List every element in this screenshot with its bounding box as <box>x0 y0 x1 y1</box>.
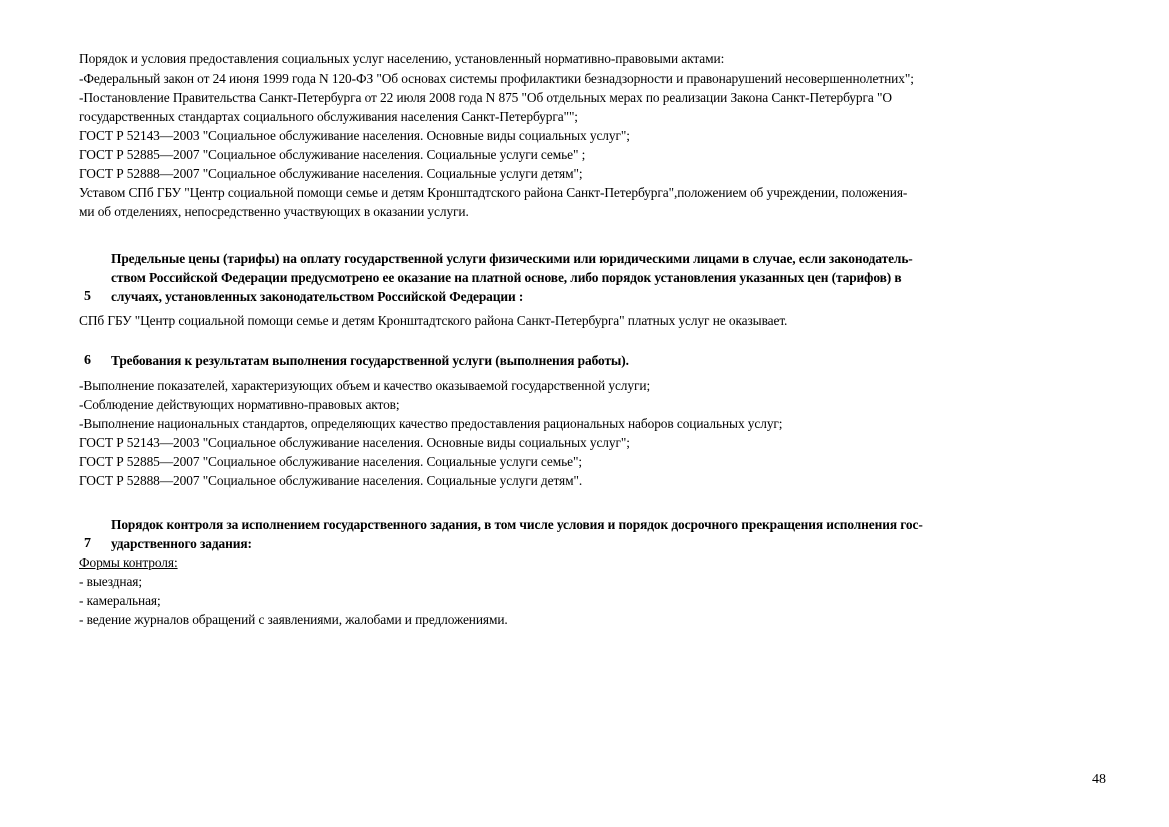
forms-of-control-label: Формы контроля: <box>79 555 178 570</box>
section-7-number: 7 <box>84 536 91 551</box>
section-6-line: ГОСТ Р 52885—2007 "Социальное обслуживание населения. Социальные услуги семье"; <box>79 454 582 469</box>
intro-line: Порядок и условия предоставления социальных услуг населению, установленный нормативно-правовыми актами: <box>79 51 725 66</box>
section-5-heading-line: ством Российской Федерации предусмотрено ее оказание на платной основе, либо порядок установления указанных цен (тарифов) в <box>111 270 902 285</box>
intro-line: государственных стандартах социального обслуживания населения Санкт-Петербурга""; <box>79 109 578 124</box>
intro-line: ГОСТ Р 52885—2007 "Социальное обслуживание населения. Социальные услуги семье" ; <box>79 147 586 162</box>
section-6-heading: Требования к результатам выполнения государственной услуги (выполнения работы). <box>111 353 629 368</box>
section-6-line: -Выполнение показателей, характеризующих объем и качество оказываемой государственной услуги; <box>79 378 651 393</box>
control-form-item: - выездная; <box>79 574 142 589</box>
control-form-item: - камеральная; <box>79 593 161 608</box>
section-5-number: 5 <box>84 289 91 304</box>
section-6-line: ГОСТ Р 52143—2003 "Социальное обслуживание населения. Основные виды социальных услуг"; <box>79 435 630 450</box>
section-6-number: 6 <box>84 353 91 368</box>
section-5-heading-line: Предельные цены (тарифы) на оплату государственной услуги физическими или юридическими лицами в случае, если законодатель- <box>111 251 913 266</box>
page-number: 48 <box>1092 772 1106 787</box>
section-7-heading-line: Порядок контроля за исполнением государственного задания, в том числе условия и порядок досрочного прекращения исполнения гос- <box>111 517 923 532</box>
intro-line: -Постановление Правительства Санкт-Петербурга от 22 июля 2008 года N 875 "Об отдельных мерах по реализации Закона Санкт-Петербурга "О <box>79 90 892 105</box>
section-6-line: -Выполнение национальных стандартов, определяющих качество предоставления рациональных наборов социальных услуг; <box>79 416 783 431</box>
section-7-heading-line: ударственного задания: <box>111 536 252 551</box>
intro-line: ГОСТ Р 52888—2007 "Социальное обслуживание населения. Социальные услуги детям"; <box>79 166 583 181</box>
control-form-item: - ведение журналов обращений с заявлениями, жалобами и предложениями. <box>79 612 508 627</box>
section-5-body: СПб ГБУ "Центр социальной помощи семье и детям Кронштадтского района Санкт-Петербурга" платных услуг не оказывает. <box>79 313 788 328</box>
section-6-line: ГОСТ Р 52888—2007 "Социальное обслуживание населения. Социальные услуги детям". <box>79 473 583 488</box>
section-6-line: -Соблюдение действующих нормативно-правовых актов; <box>79 397 400 412</box>
section-5-heading-line: случаях, установленных законодательством Российской Федерации : <box>111 289 524 304</box>
intro-line: -Федеральный закон от 24 июня 1999 года N 120-ФЗ "Об основах системы профилактики безнадзорности и правонарушений несовершеннолетних"; <box>79 71 914 86</box>
intro-line: ГОСТ Р 52143—2003 "Социальное обслуживание населения. Основные виды социальных услуг"; <box>79 128 630 143</box>
intro-line: Уставом СПб ГБУ "Центр социальной помощи семье и детям Кронштадтского района Санкт-Петербурга",положением об учреждении, положения- <box>79 185 908 200</box>
intro-line: ми об отделениях, непосредственно участвующих в оказании услуги. <box>79 204 469 219</box>
